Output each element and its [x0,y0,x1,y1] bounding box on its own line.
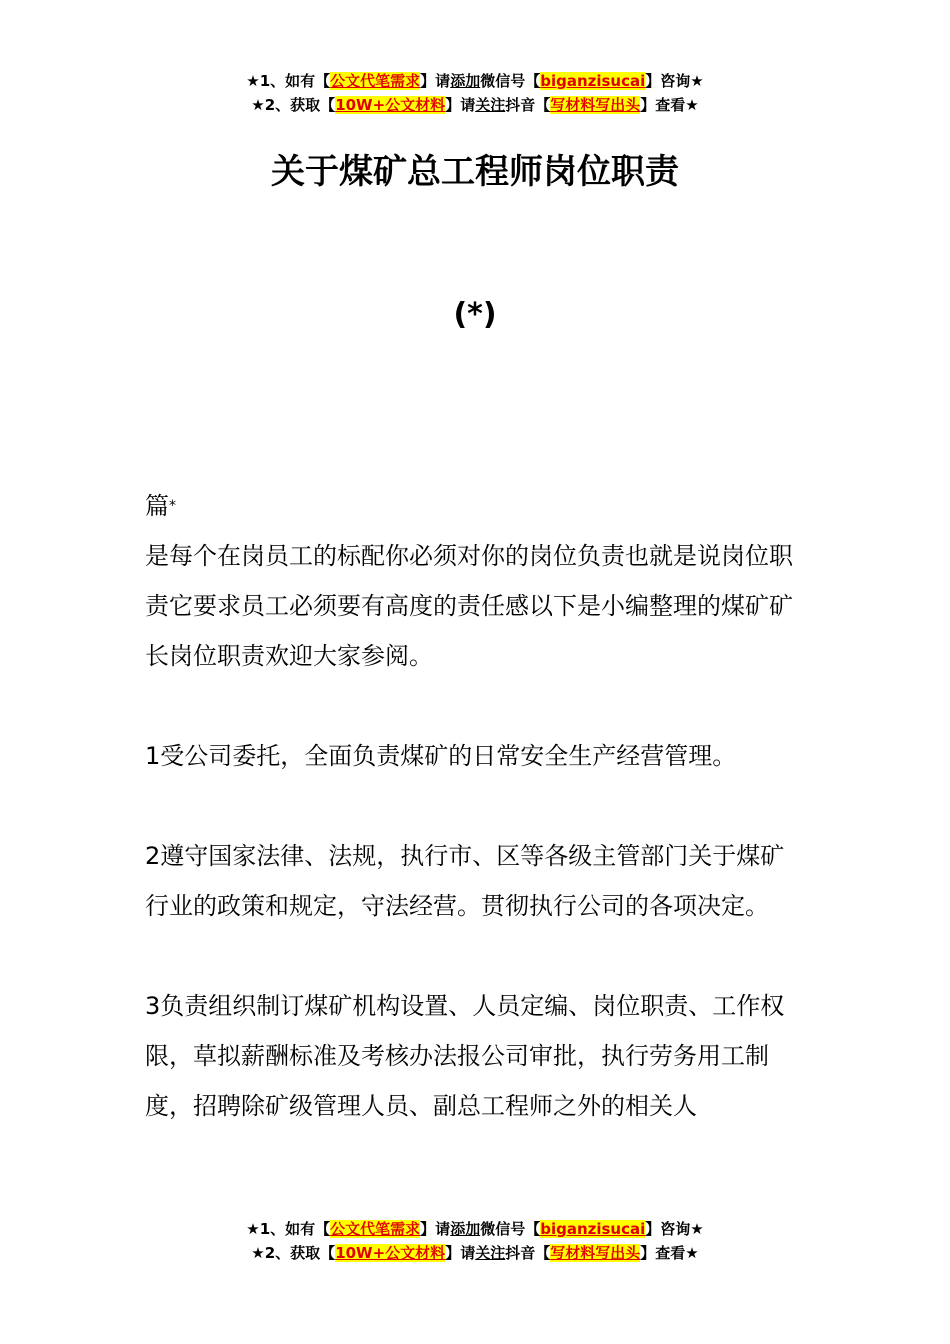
promo-text: 】咨询★ [645,1220,704,1238]
promo-underline: 添加 [450,72,481,90]
promo-text: 微信号【 [480,1220,541,1238]
promo-highlight: 10W+公文材料 [335,1244,446,1262]
promo-underline: 关注 [475,96,506,114]
promo-highlight: 写材料写出头 [550,1244,641,1262]
promo-highlight: biganzisucai [540,1220,646,1238]
list-item: 2遵守国家法律、法规，执行市、区等各级主管部门关于煤矿行业的政策和规定，守法经营。贯彻执行公司的各项决定。 [145,842,785,920]
promo-highlight: 公文代笔需求 [330,72,421,90]
promo-highlight: 公文代笔需求 [330,1220,421,1238]
promo-footer [0,1217,950,1265]
promo-line-1 [0,1217,950,1241]
pian-label-line [145,481,807,531]
promo-text: 】咨询★ [645,72,704,90]
promo-text: 抖音【 [505,1244,551,1262]
promo-text: 】查看★ [640,1244,699,1262]
promo-text: 微信号【 [480,72,541,90]
list-item: 1受公司委托，全面负责煤矿的日常安全生产经营管理。 [145,742,737,770]
promo-text: 】请 [420,1220,451,1238]
promo-line-1 [0,69,950,93]
promo-text: ★1、如有【 [246,72,331,90]
promo-line-2 [0,93,950,117]
promo-underline: 关注 [475,1244,506,1262]
promo-text: 】请 [420,72,451,90]
promo-highlight: 写材料写出头 [550,96,641,114]
list-item: 3负责组织制订煤矿机构设置、人员定编、岗位职责、工作权限，草拟薪酬标准及考核办法报公司审批，执行劳务用工制度，招聘除矿级管理人员、副总工程师之外的相关人 [145,992,785,1120]
promo-line-2 [0,1241,950,1265]
document-subtitle: (*) [453,297,497,332]
promo-underline: 添加 [450,1220,481,1238]
document-title: 关于煤矿总工程师岗位职责 [271,152,679,192]
pian-star: * [169,498,176,514]
document-body [145,481,807,1131]
promo-text: ★1、如有【 [246,1220,331,1238]
intro-paragraph: 是每个在岗员工的标配你必须对你的岗位负责也就是说岗位职责它要求员工必须要有高度的责任感以下是小编整理的煤矿矿长岗位职责欢迎大家参阅。 [145,542,793,670]
promo-text: 】请 [445,96,476,114]
promo-text: ★2、获取【 [251,96,336,114]
promo-text: 】请 [445,1244,476,1262]
promo-header [0,69,950,117]
promo-text: 抖音【 [505,96,551,114]
promo-text: ★2、获取【 [251,1244,336,1262]
pian-label: 篇 [145,492,169,520]
promo-highlight: biganzisucai [540,72,646,90]
promo-highlight: 10W+公文材料 [335,96,446,114]
promo-text: 】查看★ [640,96,699,114]
